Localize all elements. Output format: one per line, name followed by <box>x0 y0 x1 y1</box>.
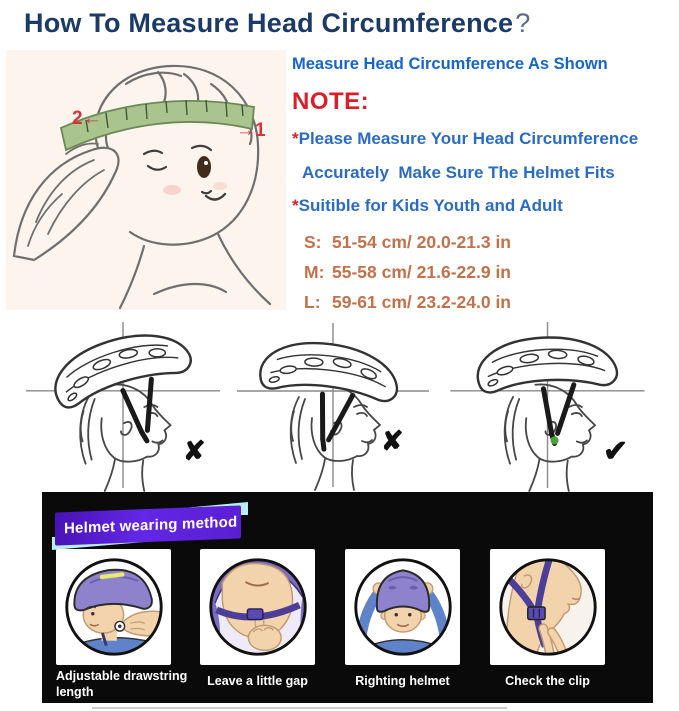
size-l-label: L: <box>304 292 321 312</box>
bullet-measure-line2: Accurately Make Sure The Helmet Fits <box>302 163 615 182</box>
info-panel <box>292 55 677 317</box>
bullet-suitable-text: Suitible for Kids Youth and Adult <box>298 196 563 215</box>
info-heading: Measure Head Circumference As Shown <box>292 55 608 73</box>
size-row-m <box>304 257 677 287</box>
size-m-value: 55-58 cm/ 21.6-22.9 in <box>332 262 511 282</box>
wearing-step-4-caption: Check the clip <box>505 674 590 688</box>
size-row-s <box>304 227 677 257</box>
bullet-suitable <box>292 196 677 216</box>
righting-helmet-illustration <box>350 554 456 660</box>
fit-example-wrong-tilted-forward <box>233 318 443 492</box>
wearing-step-3-thumb <box>345 549 460 665</box>
size-s-value: 51-54 cm/ 20.0-21.3 in <box>332 232 511 252</box>
asterisk: * <box>292 196 299 215</box>
chin-gap-illustration <box>205 554 311 660</box>
wearing-step-4-thumb <box>490 549 605 665</box>
baby-head-tape-drawing <box>6 50 286 310</box>
bullet-measure <box>292 129 677 149</box>
bullet-measure-text: Please Measure Your Head Circumference <box>298 129 639 148</box>
tape-step-2-label: 2← <box>72 108 102 129</box>
section-banner <box>50 502 255 550</box>
tape-step-1-label: →1 <box>236 120 266 141</box>
wearing-step-1-caption: Adjustable drawstring length <box>56 669 188 699</box>
size-l-value: 59-61 cm/ 23.2-24.0 in <box>332 292 511 312</box>
size-m-label: M: <box>304 262 325 282</box>
fit-example-wrong-tilted-back <box>18 318 228 492</box>
check-clip-illustration <box>495 554 601 660</box>
note-label: NOTE: <box>292 88 370 115</box>
banner-plate <box>55 505 241 545</box>
fit-example-correct <box>440 318 650 492</box>
check-mark-icon: ✔ <box>603 435 629 468</box>
page-title-question-mark: ? <box>515 8 531 38</box>
green-buckle-dot <box>551 436 559 444</box>
size-row-l <box>304 287 677 317</box>
helmet-wearing-method-section <box>42 492 653 703</box>
adjust-drawstring-illustration <box>61 554 167 660</box>
wearing-step-3-caption: Righting helmet <box>355 674 450 688</box>
wrong-mark-icon: ✘ <box>183 436 206 466</box>
bottom-divider <box>92 707 507 709</box>
banner-title: Helmet wearing method <box>64 513 238 538</box>
size-s-label: S: <box>304 232 322 252</box>
size-chart <box>292 227 677 317</box>
page-title <box>24 8 530 39</box>
page-title-text: How To Measure Head Circumference <box>24 8 514 38</box>
wrong-mark-icon: ✘ <box>381 426 404 456</box>
measure-illustration <box>6 50 286 310</box>
open-eye <box>197 156 211 178</box>
wearing-step-2-caption: Leave a little gap <box>207 674 308 688</box>
wearing-step-1-thumb <box>56 549 171 665</box>
asterisk: * <box>292 129 299 148</box>
wearing-step-2-thumb <box>200 549 315 665</box>
helmet-fit-drawing-2 <box>233 318 433 492</box>
